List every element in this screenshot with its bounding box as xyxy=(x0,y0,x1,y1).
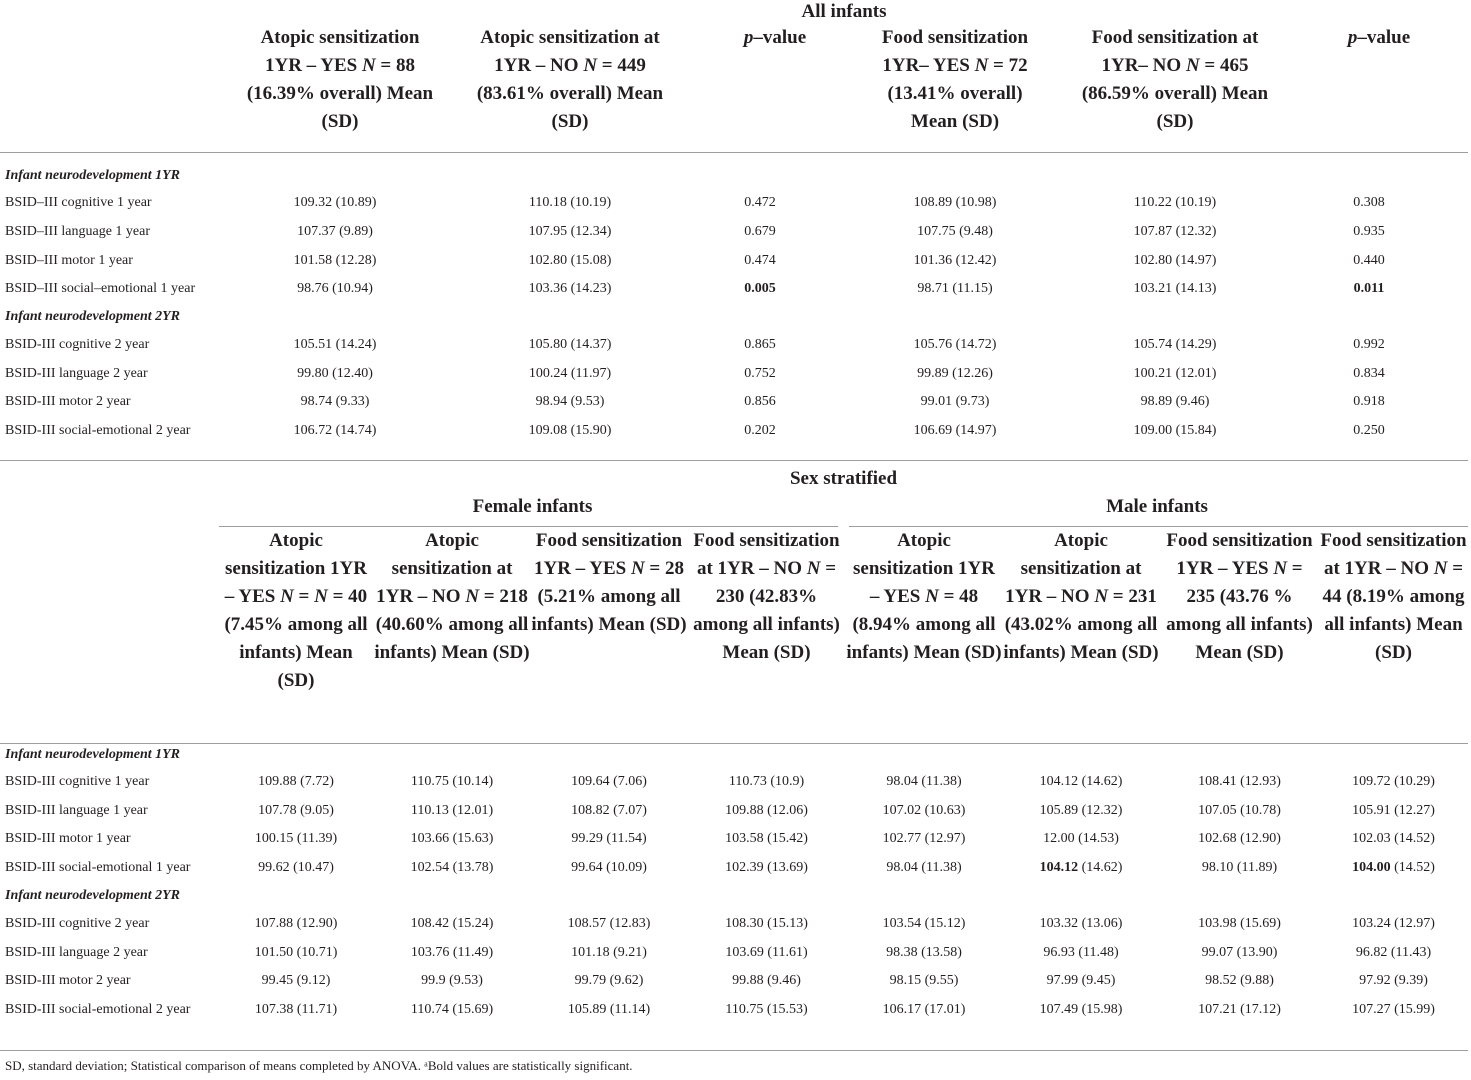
table-cell: 0.011 xyxy=(1353,281,1385,297)
table-cell: 107.49 (15.98) xyxy=(1039,1002,1123,1018)
table-cell: 107.78 (9.05) xyxy=(258,802,334,818)
header-food-no-1yr: Food sensitization at 1YR– NO N = 465 (86.59% overall) Mean (SD) xyxy=(1081,27,1269,132)
rule-bottom-header xyxy=(0,743,1468,744)
row-label: BSID-III motor 2 year xyxy=(5,973,131,989)
table-cell: 98.10 (11.89) xyxy=(1201,859,1278,875)
table-cell: 0.856 xyxy=(744,394,776,410)
table-cell: 107.37 (9.89) xyxy=(297,224,373,240)
table-row xyxy=(0,246,1468,275)
table-cell: 103.76 (11.49) xyxy=(410,944,494,960)
table-cell: 0.992 xyxy=(1353,337,1385,353)
table-cell: 99.29 (11.54) xyxy=(571,831,647,847)
table-cell: 110.74 (15.69) xyxy=(410,1002,494,1018)
table-cell: 99.45 (9.12) xyxy=(261,973,331,989)
table-cell: 0.472 xyxy=(744,195,776,211)
table-cell: 99.62 (10.47) xyxy=(258,859,334,875)
table-cell: 99.9 (9.53) xyxy=(421,973,483,989)
table-cell: 109.88 (12.06) xyxy=(725,802,808,818)
table-cell: 104.12 (14.62) xyxy=(1039,774,1123,790)
female-infants-label: Female infants xyxy=(472,496,593,517)
row-label: BSID–III cognitive 1 year xyxy=(5,195,152,211)
table-cell: 105.51 (14.24) xyxy=(293,337,377,353)
sex-stratified-table xyxy=(0,464,1468,1024)
table-cell: 98.52 (9.88) xyxy=(1205,973,1274,989)
table-cell: 96.82 (11.43) xyxy=(1355,944,1432,960)
row-label: BSID-III language 2 year xyxy=(5,365,148,381)
table-row xyxy=(0,967,1468,996)
row-label: BSID-III social-emotional 2 year xyxy=(5,1002,191,1018)
section-neurodev-1yr: Infant neurodevelopment 1YR xyxy=(5,168,181,183)
row-label: BSID-III social-emotional 2 year xyxy=(5,422,191,438)
table-row xyxy=(0,218,1468,247)
table-cell: 110.75 (15.53) xyxy=(725,1002,808,1018)
row-label: BSID-III social-emotional 1 year xyxy=(5,859,191,875)
table-cell: 107.87 (12.32) xyxy=(1133,224,1217,240)
table-cell: 106.17 (17.01) xyxy=(882,1002,966,1018)
table-cell: 0.834 xyxy=(1353,365,1385,381)
table-cell: 107.21 (17.12) xyxy=(1198,1002,1281,1018)
table-cell: 108.41 (12.93) xyxy=(1198,774,1281,790)
table-cell: 101.50 (10.71) xyxy=(254,944,338,960)
table-cell: 98.71 (11.15) xyxy=(917,281,993,297)
table-cell: 103.69 (11.61) xyxy=(725,944,808,960)
table-cell: 106.72 (14.74) xyxy=(293,422,377,438)
table-cell: 99.89 (12.26) xyxy=(917,365,993,381)
table-cell: 109.08 (15.90) xyxy=(528,422,612,438)
table-cell: 104.00 (14.52) xyxy=(1352,859,1435,875)
table-cell: 105.91 (12.27) xyxy=(1352,802,1435,818)
table-row xyxy=(0,854,1468,883)
table-cell: 98.89 (9.46) xyxy=(1140,394,1210,410)
table-row xyxy=(0,768,1468,797)
header-atopic-yes-1yr: Atopic sensitization 1YR – YES N = 88 (16.39% overall) Mean (SD) xyxy=(246,27,434,132)
sex-stratified-title: Sex stratified xyxy=(789,467,898,489)
table-cell: 108.57 (12.83) xyxy=(567,916,651,932)
table-row xyxy=(0,825,1468,854)
table-row xyxy=(0,359,1468,388)
table-cell: 105.74 (14.29) xyxy=(1133,337,1217,353)
table-row xyxy=(0,996,1468,1025)
table-cell: 107.27 (15.99) xyxy=(1352,1002,1435,1018)
table-cell: 12.00 (14.53) xyxy=(1043,831,1119,847)
all-infants-table xyxy=(0,0,1468,445)
table-cell: 97.99 (9.45) xyxy=(1046,973,1116,989)
table-cell: 105.76 (14.72) xyxy=(913,337,997,353)
row-label: BSID-III motor 1 year xyxy=(5,831,131,847)
rule-top-header xyxy=(0,152,1468,153)
table-cell: 0.250 xyxy=(1353,422,1385,438)
table-cell: 105.89 (12.32) xyxy=(1039,802,1123,818)
rule-male-group xyxy=(849,526,1468,527)
table-cell: 110.73 (10.9) xyxy=(728,774,805,790)
table-cell: 99.01 (9.73) xyxy=(920,394,990,410)
table-cell: 103.32 (13.06) xyxy=(1039,916,1123,932)
table-cell: 107.95 (12.34) xyxy=(528,224,612,240)
table-cell: 103.54 (15.12) xyxy=(882,916,966,932)
table-cell: 97.92 (9.39) xyxy=(1359,973,1428,989)
table-cell: 105.89 (11.14) xyxy=(567,1002,651,1018)
table-cell: 0.474 xyxy=(744,252,776,268)
table-cell: 109.88 (7.72) xyxy=(258,774,334,790)
header-male-food-yes: Food sensitization 1YR – YES N = 235 (43.76 % among all infants) Mean (SD) xyxy=(1166,530,1313,663)
header-male-atopic-no: Atopic sensitization at 1YR – NO N = 231 (43.02% among all infants) Mean (SD) xyxy=(1003,530,1159,663)
table-cell: 101.58 (12.28) xyxy=(293,252,377,268)
table-cell: 105.80 (14.37) xyxy=(528,337,612,353)
table-cell: 100.21 (12.01) xyxy=(1133,365,1217,381)
table-cell: 108.89 (10.98) xyxy=(913,195,997,211)
table-cell: 0.752 xyxy=(744,365,776,381)
table-row xyxy=(0,797,1468,826)
table-cell: 101.18 (9.21) xyxy=(571,944,647,960)
table-cell: 102.80 (14.97) xyxy=(1133,252,1217,268)
table-cell: 110.22 (10.19) xyxy=(1133,195,1217,211)
row-label: BSID–III motor 1 year xyxy=(5,252,133,268)
table-cell: 0.679 xyxy=(744,224,776,240)
table-row xyxy=(0,417,1468,446)
table-cell: 107.02 (10.63) xyxy=(882,802,966,818)
table-cell: 106.69 (14.97) xyxy=(913,422,997,438)
table-cell: 98.38 (13.58) xyxy=(886,944,962,960)
table-row xyxy=(0,275,1468,304)
table-cell: 103.36 (14.23) xyxy=(528,281,612,297)
male-infants-label: Male infants xyxy=(1106,496,1208,517)
table-row xyxy=(0,910,1468,939)
table-cell: 0.202 xyxy=(744,422,776,438)
table-cell: 107.05 (10.78) xyxy=(1198,802,1281,818)
table-cell: 107.75 (9.48) xyxy=(917,224,993,240)
table-cell: 102.68 (12.90) xyxy=(1198,831,1281,847)
table-cell: 99.64 (10.09) xyxy=(571,859,647,875)
table-cell: 103.24 (12.97) xyxy=(1352,916,1435,932)
table-cell: 104.12 (14.62) xyxy=(1039,859,1123,875)
header-male-food-no: Food sensitization at 1YR – NO N = 44 (8.19% among all infants) Mean (SD) xyxy=(1320,530,1467,663)
table-row xyxy=(0,939,1468,968)
table-cell: 0.918 xyxy=(1353,394,1385,410)
row-label: BSID-III motor 2 year xyxy=(5,394,131,410)
table-cell: 0.935 xyxy=(1353,224,1385,240)
header-male-atopic-yes: Atopic sensitization 1YR – YES N = 48 (8.94% among all infants) Mean (SD) xyxy=(846,530,1002,663)
rule-top-end xyxy=(0,460,1468,461)
table-cell: 102.54 (13.78) xyxy=(410,859,494,875)
header-p-value-food: p–value xyxy=(1347,27,1411,48)
table-row xyxy=(0,189,1468,218)
table-cell: 96.93 (11.48) xyxy=(1043,944,1119,960)
table-cell: 109.72 (10.29) xyxy=(1352,774,1435,790)
table-cell: 0.440 xyxy=(1353,252,1385,268)
table-cell: 98.76 (10.94) xyxy=(297,281,373,297)
table-cell: 107.88 (12.90) xyxy=(254,916,338,932)
row-label: BSID-III cognitive 1 year xyxy=(5,774,150,790)
table-cell: 103.66 (15.63) xyxy=(410,831,494,847)
table-cell: 103.98 (15.69) xyxy=(1198,916,1281,932)
section-strat-neurodev-1yr: Infant neurodevelopment 1YR xyxy=(5,746,181,762)
table-cell: 0.005 xyxy=(744,281,776,297)
header-female-atopic-no: Atopic sensitization at 1YR – NO N = 218 (40.60% among all infants) Mean (SD) xyxy=(374,530,530,663)
table-cell: 110.75 (10.14) xyxy=(410,774,494,790)
table-cell: 0.308 xyxy=(1353,195,1385,211)
header-female-food-yes: Food sensitization 1YR – YES N = 28 (5.21% among all infants) Mean (SD) xyxy=(531,530,687,635)
rule-female-group xyxy=(219,526,838,527)
table-row xyxy=(0,331,1468,360)
footnote: SD, standard deviation; Statistical comparison of means completed by ANOVA. ᵃBold values are statistically significant. xyxy=(5,1058,633,1073)
table-cell: 108.82 (7.07) xyxy=(571,802,647,818)
table-cell: 109.64 (7.06) xyxy=(571,774,647,790)
table-cell: 98.74 (9.33) xyxy=(300,394,370,410)
table-cell: 102.77 (12.97) xyxy=(882,831,966,847)
table-cell: 100.15 (11.39) xyxy=(254,831,338,847)
table-cell: 108.30 (15.13) xyxy=(725,916,808,932)
row-label: BSID-III cognitive 2 year xyxy=(5,337,150,353)
table-cell: 107.38 (11.71) xyxy=(254,1002,338,1018)
table-cell: 109.32 (10.89) xyxy=(293,195,377,211)
table-cell: 99.88 (9.46) xyxy=(732,973,801,989)
table-cell: 101.36 (12.42) xyxy=(913,252,997,268)
table-cell: 102.80 (15.08) xyxy=(528,252,612,268)
table-cell: 0.865 xyxy=(744,337,776,353)
table-cell: 110.18 (10.19) xyxy=(528,195,612,211)
table-cell: 109.00 (15.84) xyxy=(1133,422,1217,438)
header-female-food-no: Food sensitization at 1YR – NO N = 230 (42.83% among all infants) Mean (SD) xyxy=(693,530,840,663)
row-label: BSID-III language 1 year xyxy=(5,802,148,818)
table-cell: 98.04 (11.38) xyxy=(886,859,962,875)
table-cell: 100.24 (11.97) xyxy=(528,365,612,381)
table-row xyxy=(0,388,1468,417)
table-cell: 98.15 (9.55) xyxy=(889,973,959,989)
row-label: BSID–III language 1 year xyxy=(5,224,151,240)
table-cell: 98.94 (9.53) xyxy=(535,394,605,410)
table-cell: 102.03 (14.52) xyxy=(1352,831,1435,847)
table-cell: 99.07 (13.90) xyxy=(1201,944,1278,960)
section-neurodev-2yr: Infant neurodevelopment 2YR xyxy=(5,309,181,325)
header-atopic-no-1yr: Atopic sensitization at 1YR – NO N = 449 (83.61% overall) Mean (SD) xyxy=(476,27,664,132)
table-cell: 103.21 (14.13) xyxy=(1133,281,1217,297)
table-cell: 108.42 (15.24) xyxy=(410,916,494,932)
section-strat-neurodev-2yr: Infant neurodevelopment 2YR xyxy=(5,888,181,903)
table-cell: 99.80 (12.40) xyxy=(297,365,373,381)
table-cell: 98.04 (11.38) xyxy=(886,774,962,790)
row-label: BSID-III cognitive 2 year xyxy=(5,916,150,932)
all-infants-title: All infants xyxy=(801,1,887,22)
table-cell: 99.79 (9.62) xyxy=(574,973,644,989)
table-cell: 102.39 (13.69) xyxy=(725,859,808,875)
table-cell: 103.58 (15.42) xyxy=(725,831,808,847)
row-label: BSID–III social–emotional 1 year xyxy=(5,281,196,297)
header-female-atopic-yes: Atopic sensitization 1YR – YES N = N = 40 (7.45% among all infants) Mean (SD) xyxy=(224,530,368,691)
row-label: BSID-III language 2 year xyxy=(5,944,148,960)
rule-bottom-end xyxy=(0,1050,1468,1051)
table-cell: 110.13 (12.01) xyxy=(410,802,494,818)
header-p-value-atopic: p–value xyxy=(743,27,807,48)
header-food-yes-1yr: Food sensitization 1YR– YES N = 72 (13.41% overall) Mean (SD) xyxy=(881,27,1029,132)
